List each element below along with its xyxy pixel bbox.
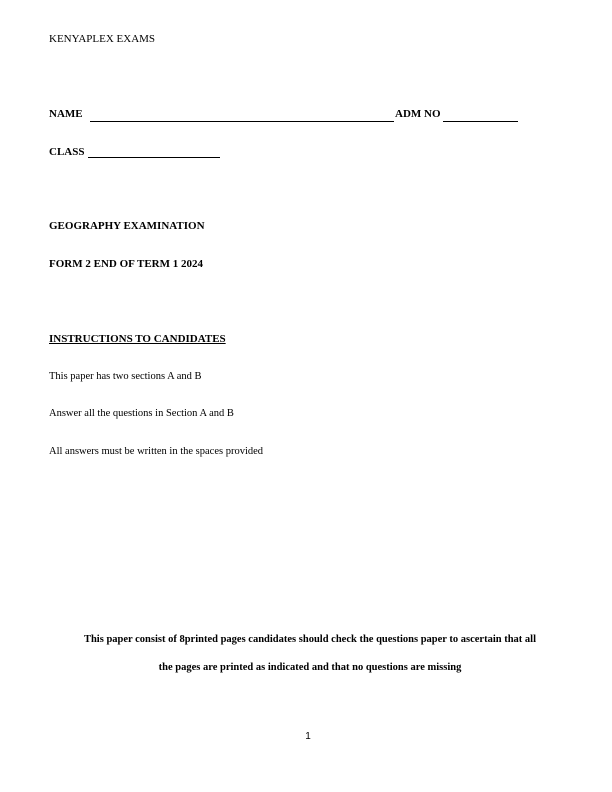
exam-subtitle: FORM 2 END OF TERM 1 2024 bbox=[49, 258, 203, 270]
instruction-item: All answers must be written in the spaces provided bbox=[49, 446, 264, 457]
name-label: NAME bbox=[49, 108, 83, 120]
class-label: CLASS bbox=[49, 146, 85, 158]
page-count-note-line2: the pages are printed as indicated and that no questions are missing bbox=[158, 662, 462, 673]
page-number: 1 bbox=[305, 731, 311, 742]
instruction-item: Answer all the questions in Section A and B bbox=[49, 408, 234, 419]
exam-provider-header: KENYAPLEX EXAMS bbox=[49, 33, 156, 45]
class-answer-line bbox=[88, 157, 220, 158]
adm-no-label: ADM NO bbox=[395, 108, 441, 120]
exam-title: GEOGRAPHY EXAMINATION bbox=[49, 220, 205, 232]
name-answer-line bbox=[90, 121, 394, 122]
instruction-item: This paper has two sections A and B bbox=[49, 371, 202, 382]
page-count-note-line1: This paper consist of 8printed pages candidates should check the questions paper to ascertain that all bbox=[83, 634, 537, 645]
adm-no-answer-line bbox=[443, 121, 518, 122]
instructions-heading: INSTRUCTIONS TO CANDIDATES bbox=[49, 333, 226, 345]
